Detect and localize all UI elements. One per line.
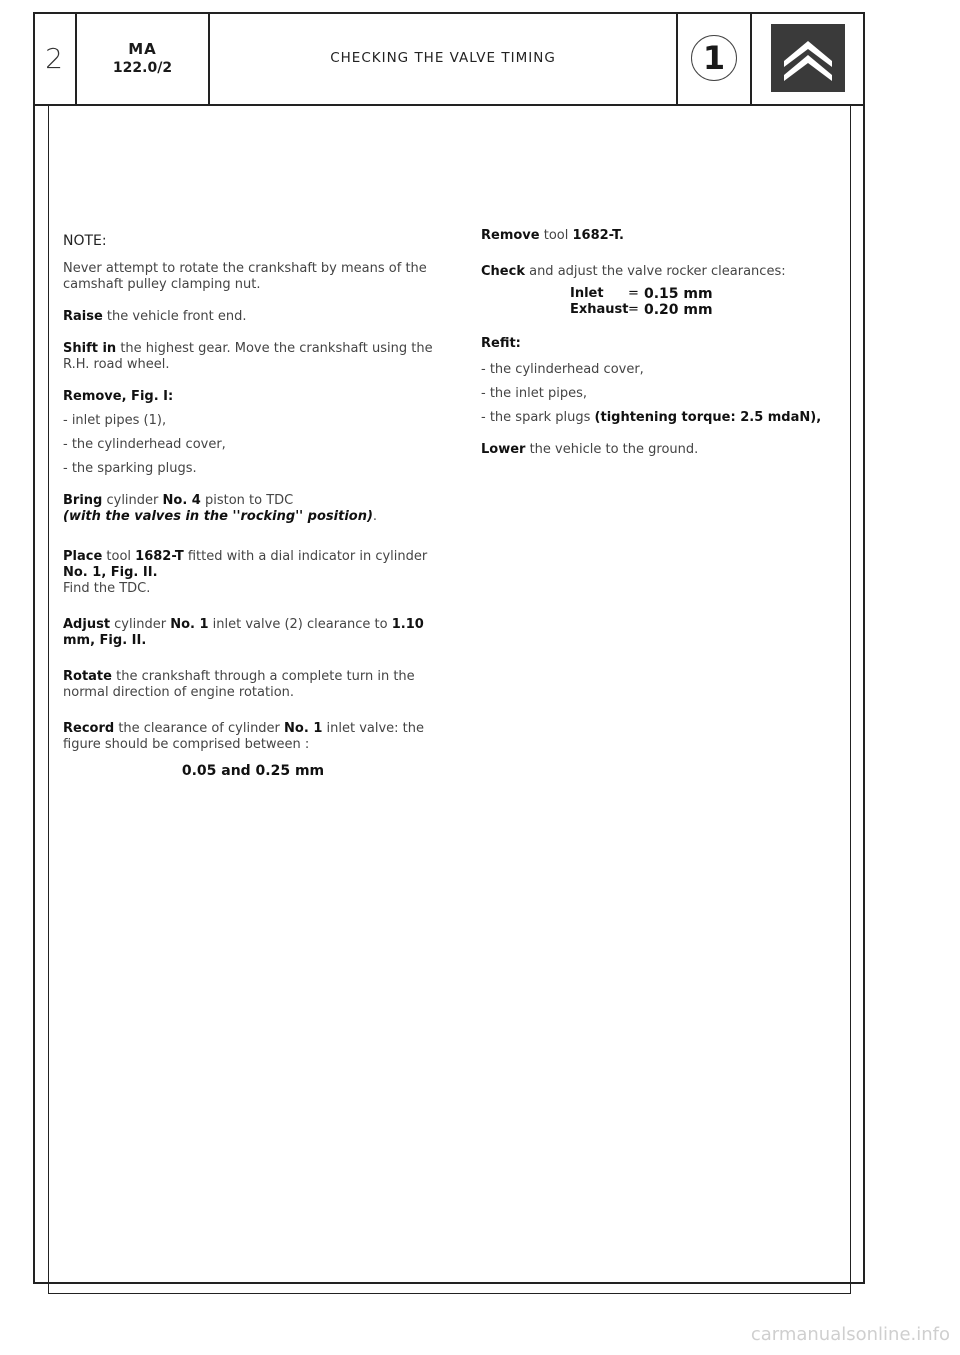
step-record-text2: inlet valve: the figure should be comprised between : xyxy=(63,721,425,752)
clearance-label: Exhaust xyxy=(570,302,629,317)
step-bring-italic: (with the valves in the ''rocking'' position) xyxy=(63,509,373,524)
step-adjust-value: 1.10 mm, Fig. II. xyxy=(63,617,424,648)
watermark: carmanualsonline.info xyxy=(750,1324,950,1345)
step-remove-tool-text: tool xyxy=(539,228,573,243)
step-shift-kw: Shift in xyxy=(63,341,117,356)
step-lower-text: the vehicle to the ground. xyxy=(525,442,699,457)
step-lower-kw: Lower xyxy=(481,442,526,457)
remove-heading: Remove, Fig. I: xyxy=(63,389,174,404)
clearance-eq: = xyxy=(628,302,639,317)
step-rotate xyxy=(63,669,443,701)
clearance-eq: = xyxy=(628,286,639,301)
step-record xyxy=(63,721,443,753)
step-remove-tool-kw: Remove xyxy=(481,228,540,243)
step-bring-text2: piston to TDC xyxy=(200,493,294,508)
record-range: 0.05 and 0.25 mm xyxy=(181,763,325,779)
clearance-label: Inlet xyxy=(570,286,604,301)
step-shift xyxy=(63,341,443,373)
step-bring xyxy=(63,493,443,525)
step-place-tool: 1682-T xyxy=(135,549,184,564)
step-bring-kw: Bring xyxy=(63,493,103,508)
page-number: 2 xyxy=(33,12,77,104)
clearance-row xyxy=(570,286,851,302)
refit-heading: Refit: xyxy=(481,336,521,351)
step-place-ref: No. 1, Fig. II. xyxy=(63,565,158,580)
clearance-value: 0.20 mm xyxy=(644,302,713,318)
manual-code xyxy=(77,12,210,104)
step-rotate-kw: Rotate xyxy=(63,669,112,684)
step-raise xyxy=(63,309,443,325)
right-column xyxy=(481,228,851,474)
clearance-table xyxy=(570,286,851,318)
brand-logo-cell xyxy=(752,12,863,104)
title-block xyxy=(33,12,865,106)
remove-item-2: - the cylinderhead cover, xyxy=(63,437,226,452)
step-adjust-kw: Adjust xyxy=(63,617,111,632)
step-bring-end: . xyxy=(372,509,378,524)
step-adjust xyxy=(63,617,443,649)
refit-item-3 xyxy=(481,410,851,426)
inner-border-left xyxy=(48,106,49,1294)
step-bring-cylinder: No. 4 xyxy=(162,493,201,508)
step-check-text: and adjust the valve rocker clearances: xyxy=(524,264,786,279)
step-rotate-text: the crankshaft through a complete turn in the normal direction of engine rotation. xyxy=(63,669,415,700)
note-text: Never attempt to rotate the crankshaft by means of the camshaft pulley clamping nut. xyxy=(63,261,427,292)
step-place-kw: Place xyxy=(63,549,103,564)
manual-code-line2: 122.0/2 xyxy=(112,60,173,76)
step-raise-kw: Raise xyxy=(63,309,103,324)
section-number-cell xyxy=(678,12,752,104)
refit-item-3-text: - the spark plugs xyxy=(481,410,595,425)
step-record-kw: Record xyxy=(63,721,115,736)
note-heading: NOTE: xyxy=(63,233,107,249)
step-adjust-text2: inlet valve (2) clearance to xyxy=(208,617,392,632)
step-remove-tool xyxy=(481,228,851,244)
step-adjust-cylinder: No. 1 xyxy=(170,617,209,632)
step-check-kw: Check xyxy=(481,264,525,279)
clearance-value: 0.15 mm xyxy=(644,286,713,302)
citroen-logo-icon xyxy=(771,24,845,92)
left-column xyxy=(63,233,443,779)
step-lower xyxy=(481,442,851,458)
section-number: 1 xyxy=(691,35,737,81)
refit-item-1: - the cylinderhead cover, xyxy=(481,362,644,377)
step-place-text3: Find the TDC. xyxy=(63,581,151,596)
step-remove-tool-id: 1682-T. xyxy=(572,228,624,243)
remove-item-1: - inlet pipes (1), xyxy=(63,413,167,428)
step-raise-text: the vehicle front end. xyxy=(102,309,247,324)
refit-item-2: - the inlet pipes, xyxy=(481,386,587,401)
step-shift-text: the highest gear. Move the crankshaft using the R.H. road wheel. xyxy=(63,341,433,372)
step-check xyxy=(481,264,851,280)
step-record-cylinder: No. 1 xyxy=(284,721,323,736)
manual-code-line1: MA xyxy=(128,40,157,58)
clearance-row xyxy=(570,302,851,318)
step-place xyxy=(63,549,443,597)
step-place-text2: fitted with a dial indicator in cylinder xyxy=(183,549,428,564)
step-record-text1: the clearance of cylinder xyxy=(114,721,285,736)
remove-item-3: - the sparking plugs. xyxy=(63,461,197,476)
step-place-text1: tool xyxy=(102,549,136,564)
page-title: CHECKING THE VALVE TIMING xyxy=(210,12,678,104)
step-adjust-text1: cylinder xyxy=(110,617,171,632)
step-bring-text1: cylinder xyxy=(102,493,163,508)
inner-border-bottom xyxy=(48,1293,850,1294)
refit-item-3-torque: (tightening torque: 2.5 mdaN), xyxy=(594,410,822,425)
